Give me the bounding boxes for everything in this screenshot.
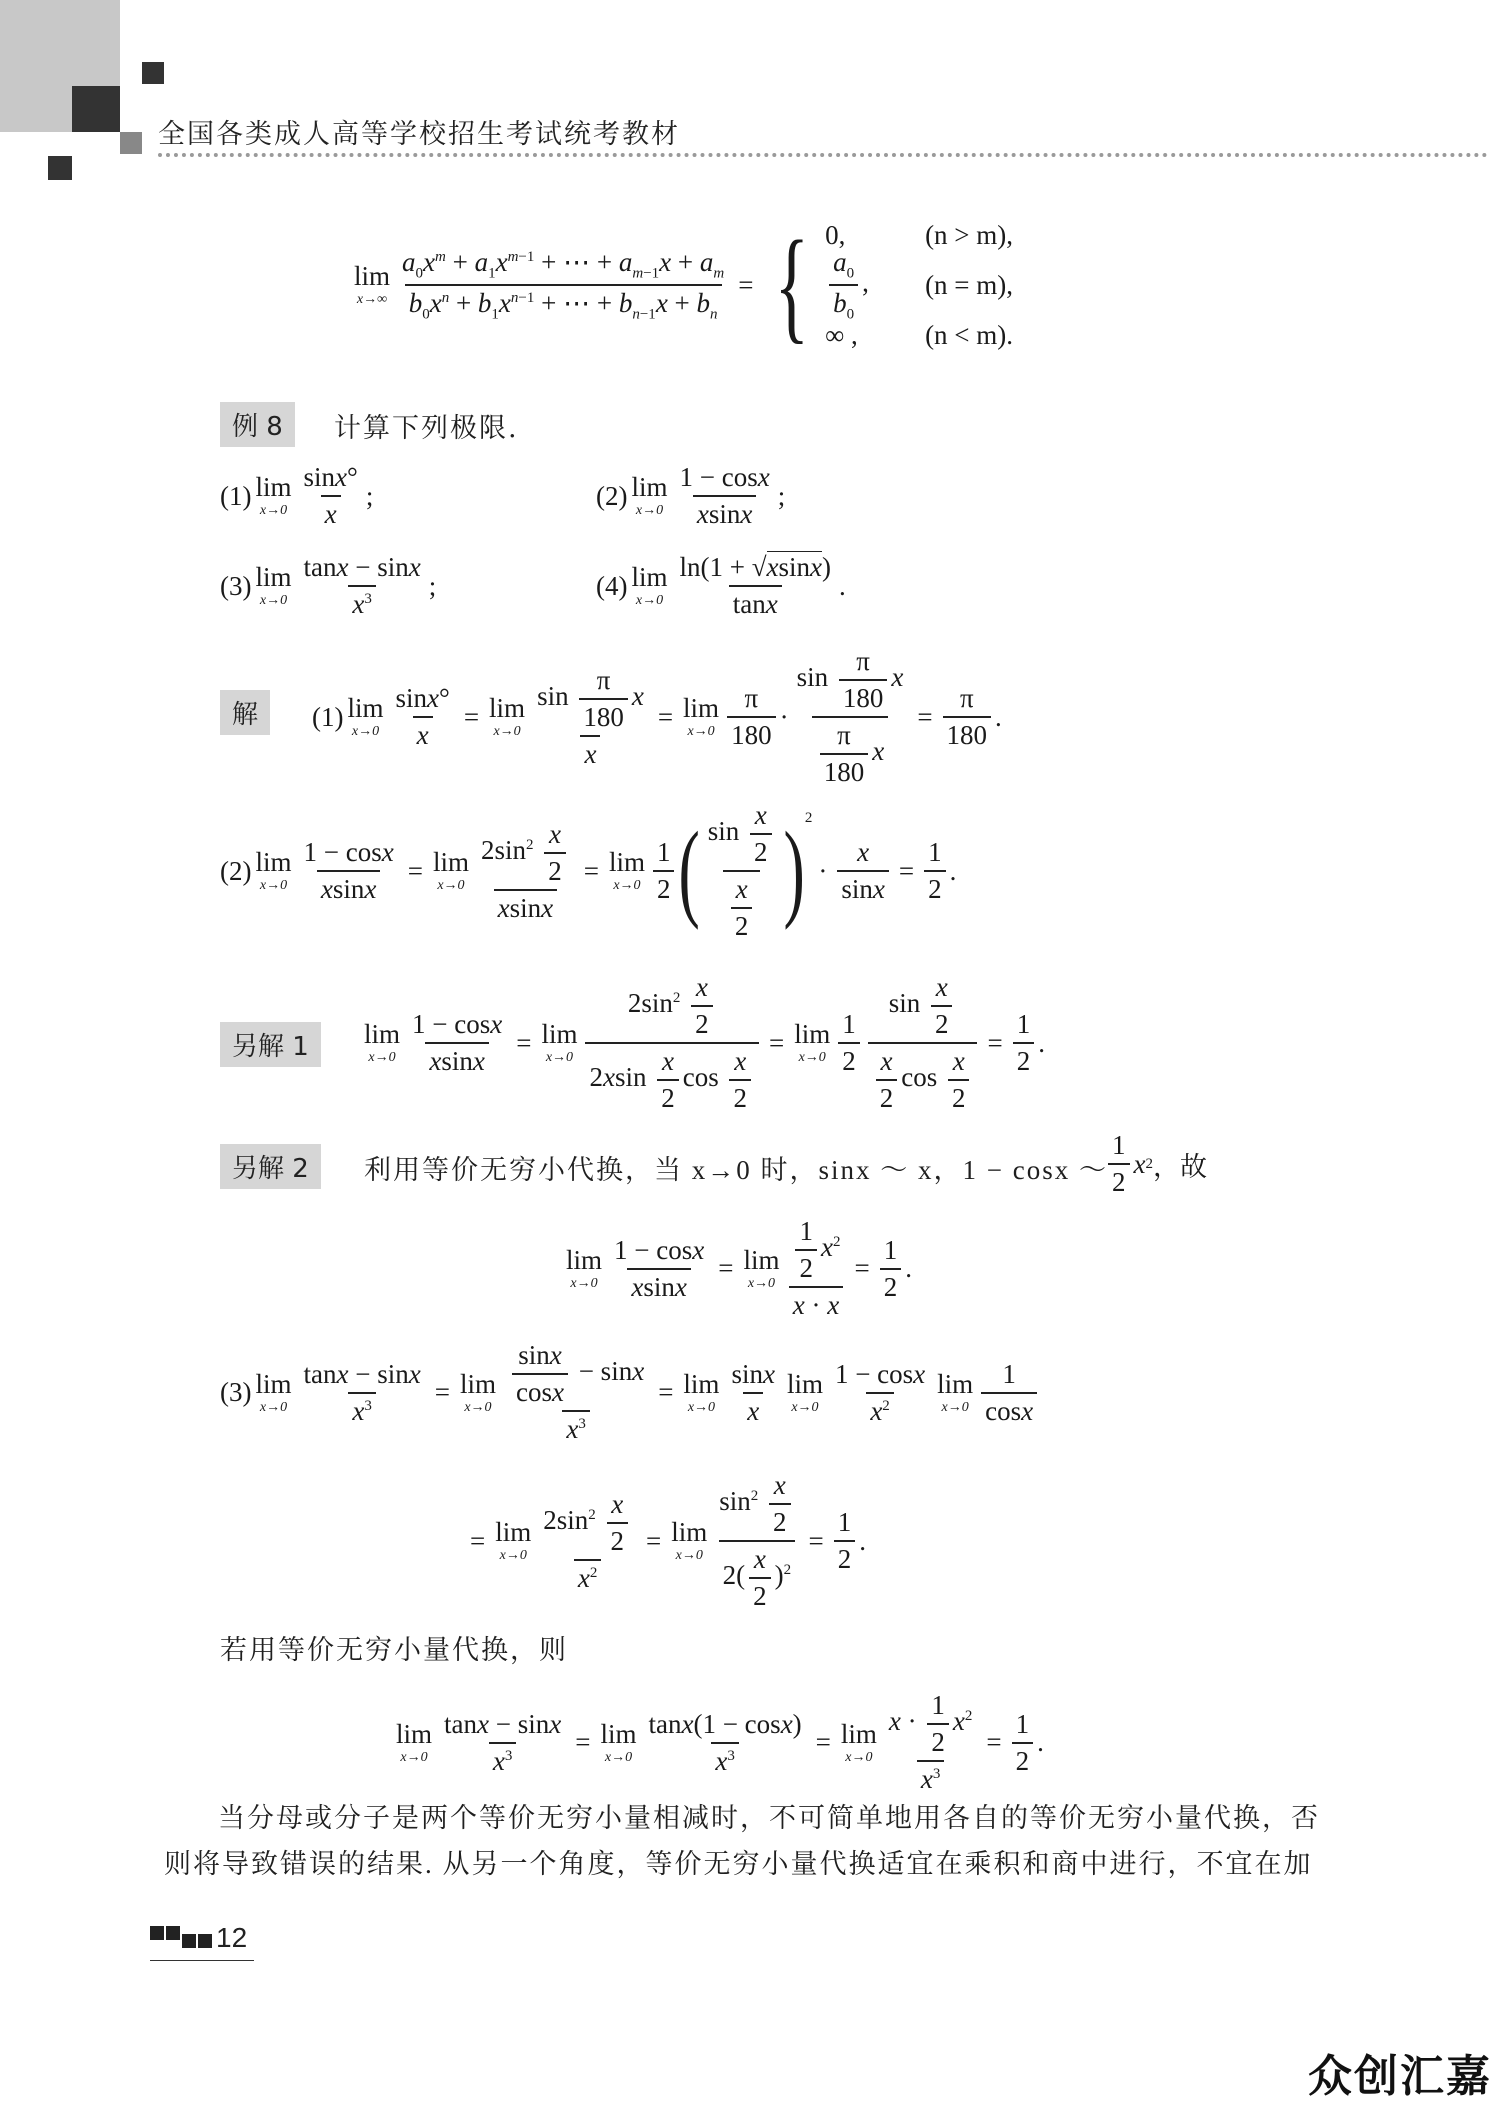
footer-square bbox=[150, 1926, 164, 1940]
watermark: 众创汇嘉 bbox=[1308, 2051, 1492, 2102]
case-cond-equal: (n = m), bbox=[925, 269, 1014, 300]
header-square bbox=[120, 132, 142, 154]
footer-square bbox=[166, 1926, 180, 1940]
solution-label: 解 bbox=[220, 690, 270, 735]
equiv-sub-text: 若用等价无穷小量代换，则 bbox=[220, 1635, 568, 1665]
equiv-sub-formula: lim x→0 $\frac{\tan x - \sin x}{x^3}$ = lim x→0 $\frac{\tan x(1 - \cos x)}{x^3}$ = lim x→0 x · $\frac{1}{2}$ $x^2$ $x^3$ = $\frac{1}{2}$ . bbox=[396, 1690, 1044, 1794]
solution-1: (1) lim x→0 $\frac{\sin x^\circ}{x}$ = lim x→0 sin $\frac{\pi}{180}$ x x = lim x→0 $\frac{\pi}{180}$ · sin $\frac{\pi}{180}$ x $\frac{\pi}{180}$ x = $\frac{\pi}{180}$ . bbox=[312, 646, 1002, 787]
left-brace: { bbox=[774, 214, 810, 355]
problem-4: (4) lim x→0 $\frac{\ln(1 + √xsinx)}{\tan x}$ . bbox=[596, 552, 846, 619]
example-label: 例 8 bbox=[220, 402, 295, 447]
problem-1: (1) lim x→0 $\frac{\sin x^\circ}{x}$ ; bbox=[220, 462, 374, 529]
paragraph-line-2: 则将导致错误的结果. 从另一个角度，等价无穷小量代换适宜在乘积和商中进行，不宜在加 bbox=[164, 1849, 1313, 1879]
footer-square bbox=[198, 1934, 212, 1948]
paragraph-line-1: 当分母或分子是两个等价无穷小量相减时，不可简单地用各自的等价无穷小量代换，否 bbox=[218, 1803, 1320, 1833]
formula-rational-limit: lim x→∞ $\frac{a_0x^m + a_1x^{m-1} + \cdots + a_{m-1}x + a_m}{b_0x^n + b_1x^{n-1} + \cdots + b_{n-1}x + b_n}$ = { 0, (n > m), $\frac{a_0}{b_0}$ , (n = m), ∞ , (n < m). bbox=[354, 214, 1014, 355]
alt-solution-2-text: 利用等价无穷小代换，当 x→0 时，sinx ～ x，1 − cosx ～ bbox=[364, 1155, 1108, 1185]
header-square bbox=[48, 156, 72, 180]
case-cond-greater: (n > m), bbox=[925, 219, 1014, 250]
case-zero: 0, bbox=[825, 219, 846, 250]
header-title: 全国各类成人高等学校招生考试统考教材 bbox=[158, 119, 680, 150]
problem-2: (2) lim x→0 $\frac{1 - \cos x}{xsinx}$ ; bbox=[596, 462, 786, 529]
footer-square bbox=[182, 1934, 196, 1948]
case-infinity: ∞ , bbox=[825, 319, 858, 350]
header-square bbox=[72, 86, 120, 132]
alt-solution-1: lim x→0 $\frac{1 - \cos x}{xsinx}$ = lim x→0 $2\sin^2$ $\frac{x}{2}$ 2xsin $\frac{x}{2}$ cos $\frac{x}{2}$ = lim x→0 $\frac{1}{2}$ sin $\frac{x}{2}$ $\frac{x}{2}$ cos $\frac{x}{2}$ = $\frac{1}{2}$ . bbox=[364, 972, 1045, 1113]
solution-3: (3) lim x→0 $\frac{\tan x - \sin x}{x^3}$ = lim x→0 $\frac{\sin x}{\cos x}$ − sinx $x^3$ = lim x→0 $\frac{\sin x}{x}$ lim x→0 $\frac{1 - \cos x}{x^2}$ lim x→0 $\frac{1}{\cos x}$ bbox=[220, 1340, 1041, 1445]
page-number: 12 bbox=[216, 1922, 248, 1953]
solution-3-cont: = lim x→0 $2\sin^2$ $\frac{x}{2}$ $x^2$ = lim x→0 $\sin^2$ $\frac{x}{2}$ 2( $\frac{x}{2}$ )$^2$ = $\frac{1}{2}$ . bbox=[470, 1470, 867, 1611]
lim-subscript: x→∞ bbox=[356, 292, 388, 307]
alt-solution-2-label: 另解 2 bbox=[220, 1144, 321, 1189]
header-dotted-line bbox=[158, 153, 1488, 157]
example-prompt: 计算下列极限. bbox=[334, 413, 519, 444]
alt-solution-2-formula: lim x→0 $\frac{1 - \cos x}{xsinx}$ = lim x→0 $\frac{1}{2}$ $x^2$ x · x = $\frac{1}{2}$ . bbox=[566, 1216, 912, 1320]
solution-2: (2) lim x→0 $\frac{1 - \cos x}{xsinx}$ = lim x→0 $2\sin^2$ $\frac{x}{2}$ xsinx = lim x→0 $\frac{1}{2}$ ( sin $\frac{x}{2}$ $\frac{x}{2}$ ) $^2$ · $\frac{x}{\sin x}$ = $\frac{1}{2}$ . bbox=[220, 800, 957, 941]
alt-solution-2-equiv: $\frac{1}{2}$ x 2 ，故 bbox=[1104, 1130, 1207, 1198]
alt-solution-1-label: 另解 1 bbox=[220, 1022, 321, 1067]
footer-underline bbox=[150, 1960, 254, 1961]
lim-word: lim bbox=[354, 261, 391, 291]
problem-3: (3) lim x→0 $\frac{\tan x - \sin x}{x^3}$ ; bbox=[220, 552, 437, 619]
case-cond-less: (n < m). bbox=[925, 319, 1014, 350]
header-square bbox=[142, 62, 164, 84]
